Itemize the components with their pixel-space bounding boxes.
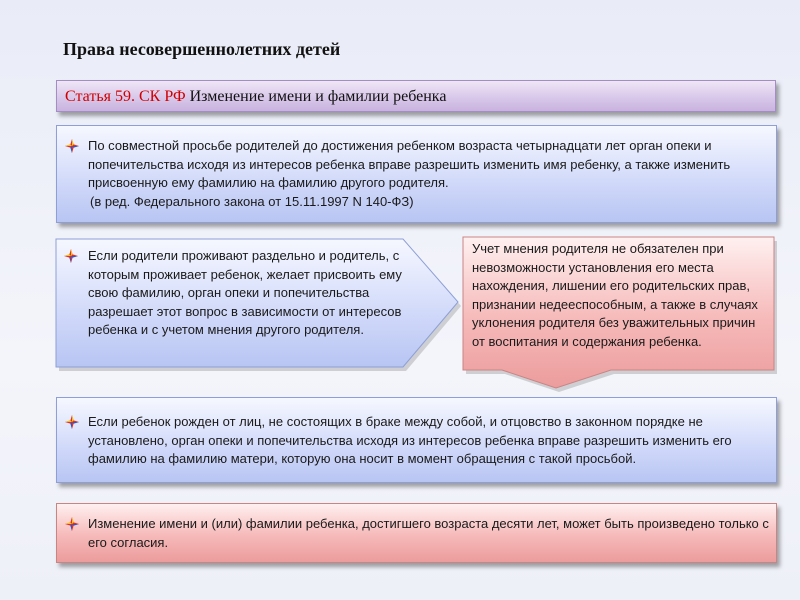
star-cross-bullet-icon: [65, 415, 79, 429]
star-cross-bullet-icon: [64, 249, 78, 263]
unmarried-parents-panel: [56, 397, 777, 483]
parent-opinion-text: Учет мнения родителя не обязателен при невозможности установления его места нахождения, лишении его родительских прав, признании недееспособным, а также в случаях уклонения родителя без уважительных причин от воспитания и содержания ребенка.: [472, 241, 758, 349]
unmarried-parents-text: Если ребенок рожден от лиц, не состоящих в браке между собой, и отцовство в законном порядке не установлено, орган опеки и попечительства исходя из интересов ребенка вправе разрешить изменить его фамилию на фамилию матери, которую она носит в момент обращения с такой просьбой.: [88, 414, 732, 466]
ten-years-consent-panel: [56, 503, 777, 563]
slide-title: Права несовершеннолетних детей: [63, 39, 341, 59]
article-heading: Изменение имени и фамилии ребенка: [189, 88, 447, 105]
joint-request-panel: [56, 125, 777, 223]
ten-years-consent-text: Изменение имени и (или) фамилии ребенка, достигшего возраста десяти лет, может быть произведено только с его согласия.: [88, 516, 769, 550]
star-cross-bullet-icon: [65, 517, 79, 531]
parent-opinion-callout: [459, 234, 779, 392]
joint-request-text: По совместной просьбе родителей до достижения ребенком возраста четырнадцати лет орган опеки и попечительства исходя из интересов ребенка вправе разрешить изменить имя ребенку, а также изменить присвоенную ему фамилию на фамилию другого родителя.: [88, 138, 731, 190]
separate-parents-arrow-panel: [53, 236, 463, 374]
article-reference: Статья 59. СК РФ: [65, 88, 186, 105]
separate-parents-text: Если родители проживают раздельно и родитель, с которым проживает ребенок, желает присвоить ему свою фамилию, орган опеки и попечительства разрешает этот вопрос в зависимости от интересов ребенка и с учетом мнения другого родителя.: [88, 248, 402, 337]
star-cross-bullet-icon: [65, 139, 79, 153]
edition-note: (в ред. Федерального закона от 15.11.1997 N 140-ФЗ): [90, 194, 414, 209]
article-header-bar: [56, 80, 776, 112]
